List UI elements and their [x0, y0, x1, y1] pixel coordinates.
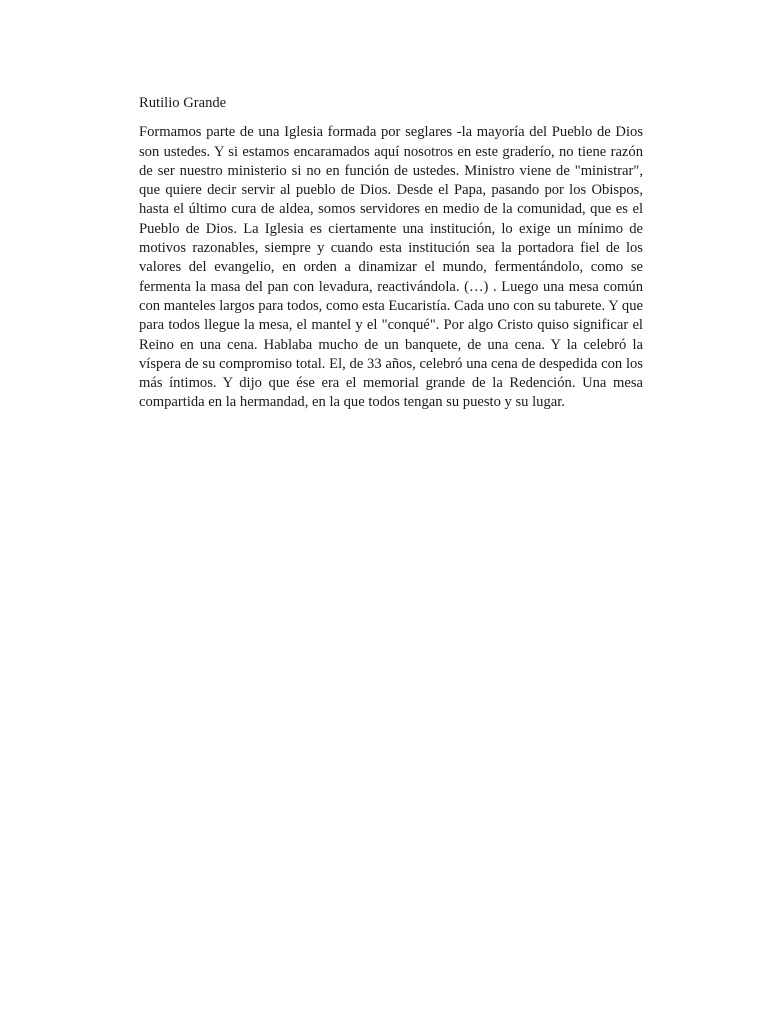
document-content: [139, 94, 643, 413]
document-title: Rutilio Grande: [139, 95, 227, 111]
document-body-paragraph: Formamos parte de una Iglesia formada por seglares -la mayoría del Pueblo de Dios son ustedes. Y si estamos encaramados aquí nosotros en este graderío, no tiene razón de ser nuestro ministerio si no en función de ustedes. Ministro viene de "ministrar", que quiere decir servir al pueblo de Dios. Desde el Papa, pasando por los Obispos, hasta el último cura de aldea, somos servidores en medio de la comunidad, que es el Pueblo de Dios. La Iglesia es ciertamente una institución, lo exige un mínimo de motivos razonables, siempre y cuando esta institución sea la portadora fiel de los valores del evangelio, en orden a dinamizar el mundo, fermentándolo, como se fermenta la masa del pan con levadura, reactivándola. (…) . Luego una mesa común con manteles largos para todos, como esta Eucaristía. Cada uno con su taburete. Y que para todos llegue la mesa, el mantel y el "conqué". Por algo Cristo quiso significar el Reino en una cena. Hablaba mucho de un banquete, de una cena. Y la celebró la víspera de su compromiso total. El, de 33 años, celebró una cena de despedida con los más íntimos. Y dijo que ése era el memorial grande de la Redención. Una mesa compartida en la hermandad, en la que todos tengan su puesto y su lugar.: [139, 124, 644, 411]
